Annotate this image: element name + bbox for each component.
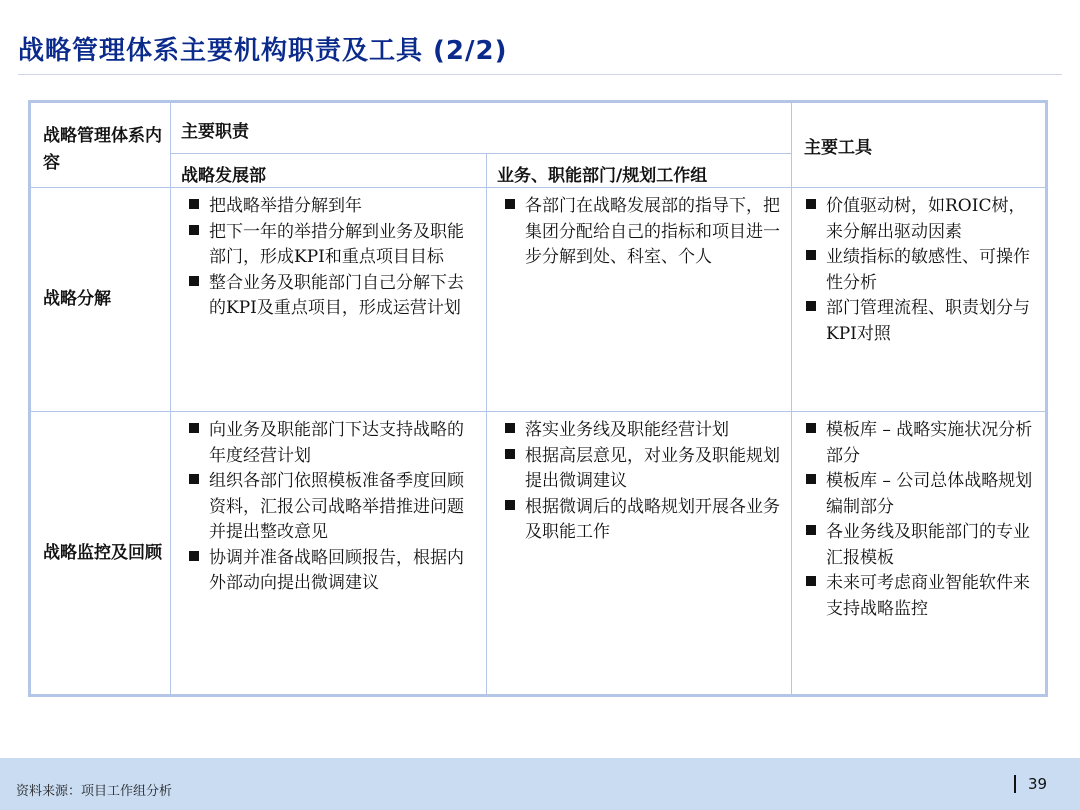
bullet-item: 落实业务线及职能经营计划 (505, 418, 783, 444)
cell-monitoring-business (487, 412, 792, 696)
cell-monitoring-tools (792, 412, 1047, 696)
bullet-item: 协调并准备战略回顾报告，根据内外部动向提出微调建议 (189, 546, 478, 597)
bullet-item: 模板库 – 公司总体战略规划编制部分 (806, 469, 1037, 520)
responsibility-table (28, 100, 1048, 697)
bullet-item: 价值驱动树，如ROIC树，来分解出驱动因素 (806, 194, 1037, 245)
row-label-monitoring: 战略监控及回顾 (30, 412, 171, 696)
bullet-item: 各业务线及职能部门的专业汇报模板 (806, 520, 1037, 571)
header-responsibilities: 主要职责 (171, 102, 792, 154)
cell-decomposition-strategy (171, 188, 487, 412)
bullet-item: 组织各部门依照模板准备季度回顾资料，汇报公司战略举措推进问题并提出整改意见 (189, 469, 478, 546)
cell-monitoring-strategy (171, 412, 487, 696)
page-number-divider (1014, 775, 1016, 793)
bullet-item: 向业务及职能部门下达支持战略的年度经营计划 (189, 418, 478, 469)
title-divider (18, 74, 1062, 75)
source-note: 资料来源：项目工作组分析 (16, 784, 173, 799)
bullet-item: 各部门在战略发展部的指导下，把集团分配给自己的指标和项目进一步分解到处、科室、个人 (505, 194, 783, 271)
row-label-decomposition: 战略分解 (30, 188, 171, 412)
header-business-dept: 业务、职能部门/规划工作组 (487, 154, 792, 188)
bullet-item: 业绩指标的敏感性、可操作性分析 (806, 245, 1037, 296)
bullet-item: 把下一年的举措分解到业务及职能部门，形成KPI和重点项目目标 (189, 220, 478, 271)
page-number: 39 (1028, 775, 1048, 793)
bullet-item: 根据微调后的战略规划开展各业务及职能工作 (505, 495, 783, 546)
bullet-item: 把战略举措分解到年 (189, 194, 478, 220)
page-title: 战略管理体系主要机构职责及工具 (2/2) (18, 36, 508, 66)
bullet-item: 根据高层意见，对业务及职能规划提出微调建议 (505, 444, 783, 495)
bullet-item: 整合业务及职能部门自己分解下去的KPI及重点项目，形成运营计划 (189, 271, 478, 322)
header-content-label: 战略管理体系内容 (30, 102, 171, 188)
bullet-item: 部门管理流程、职责划分与KPI对照 (806, 296, 1037, 347)
header-strategy-dept: 战略发展部 (171, 154, 487, 188)
bullet-item: 未来可考虑商业智能软件来支持战略监控 (806, 571, 1037, 622)
cell-decomposition-business (487, 188, 792, 412)
cell-decomposition-tools (792, 188, 1047, 412)
header-tools: 主要工具 (792, 102, 1047, 188)
bullet-item: 模板库 – 战略实施状况分析部分 (806, 418, 1037, 469)
